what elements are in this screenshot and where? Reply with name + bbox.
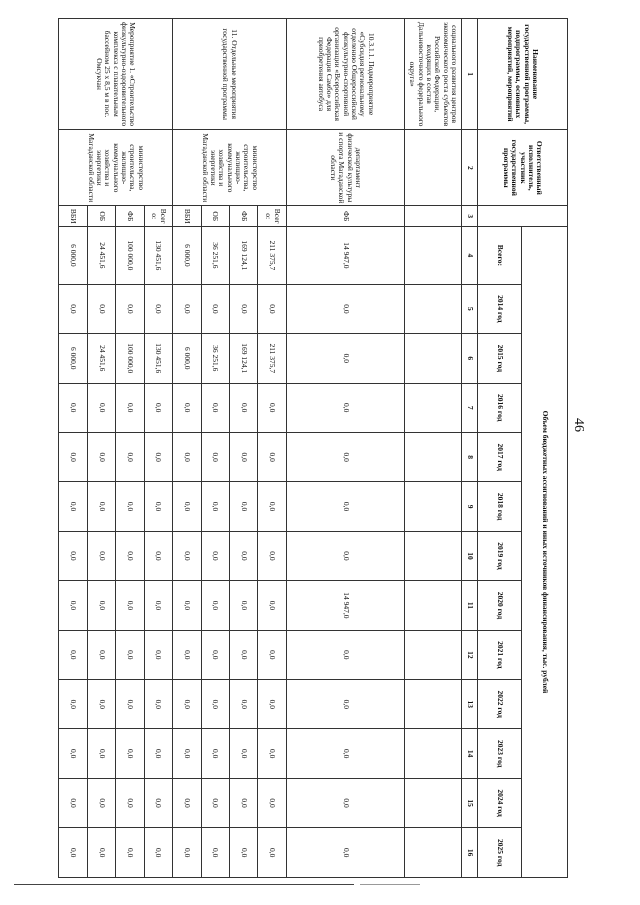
- value-cell: 0,0: [258, 482, 286, 531]
- row-source: ВБИ: [59, 206, 88, 227]
- value-cell: 24 451,6: [87, 227, 115, 285]
- header-source: [478, 206, 568, 227]
- value-cell: 0,0: [59, 778, 88, 827]
- value-cell: 0,0: [286, 680, 404, 729]
- value-cell: 0,0: [230, 482, 258, 531]
- value-cell: 0,0: [201, 581, 229, 630]
- value-cell: 0,0: [59, 828, 88, 878]
- value-cell: 0,0: [116, 778, 144, 827]
- value-cell: 130 451,6: [144, 227, 172, 285]
- value-cell: 0,0: [116, 284, 144, 333]
- value-cell: 0,0: [286, 828, 404, 878]
- value-cell: 0,0: [144, 383, 172, 432]
- value-cell: 0,0: [87, 581, 115, 630]
- value-cell: 0,0: [144, 630, 172, 679]
- table-row: [405, 19, 462, 878]
- value-cell: 24 451,6: [87, 334, 115, 383]
- value-cell: 6 000,0: [173, 227, 201, 285]
- value-cell: 0,0: [230, 778, 258, 827]
- header-year: 2021 год: [478, 630, 522, 679]
- header-year: 2024 год: [478, 778, 522, 827]
- value-cell: 0,0: [59, 482, 88, 531]
- funding-table: [58, 18, 568, 878]
- header-year: 2017 год: [478, 432, 522, 481]
- index-cell: 9: [462, 482, 478, 531]
- index-cell: 16: [462, 828, 478, 878]
- value-cell: 0,0: [173, 383, 201, 432]
- header-funding-title: Объем бюджетных ассигнований и иных источников финансирования, тыс. рублей: [522, 227, 568, 878]
- index-cell: 4: [462, 227, 478, 285]
- value-cell: 0,0: [116, 828, 144, 878]
- value-cell: 0,0: [286, 729, 404, 778]
- index-cell: 6: [462, 334, 478, 383]
- value-cell: 0,0: [87, 284, 115, 333]
- value-cell: 0,0: [230, 432, 258, 481]
- value-cell: 36 251,6: [201, 334, 229, 383]
- value-cell: 6 000,0: [59, 227, 88, 285]
- value-cell: 0,0: [286, 334, 404, 383]
- header-year: 2016 год: [478, 383, 522, 432]
- value-cell: 0,0: [144, 432, 172, 481]
- value-cell: 0,0: [173, 680, 201, 729]
- value-cell: 0,0: [59, 729, 88, 778]
- value-cell: 0,0: [87, 630, 115, 679]
- value-cell: 0,0: [87, 432, 115, 481]
- value-cell: 0,0: [59, 531, 88, 580]
- row-source: ФБ: [286, 206, 404, 227]
- value-cell: 0,0: [258, 828, 286, 878]
- value-cell: 169 124,1: [230, 227, 258, 285]
- value-cell: 0,0: [201, 680, 229, 729]
- table-row: [286, 19, 404, 878]
- value-cell: 0,0: [116, 630, 144, 679]
- value-cell: 0,0: [87, 729, 115, 778]
- value-cell: 0,0: [87, 383, 115, 432]
- value-cell: 0,0: [230, 531, 258, 580]
- value-cell: [405, 581, 462, 630]
- value-cell: 0,0: [59, 680, 88, 729]
- index-cell: 14: [462, 729, 478, 778]
- value-cell: 0,0: [258, 630, 286, 679]
- row-executor: министерство строительства, жилищно-коммунального хозяйства и энергетики Магаданской области: [59, 130, 173, 206]
- value-cell: 0,0: [144, 778, 172, 827]
- value-cell: 0,0: [144, 729, 172, 778]
- value-cell: 0,0: [258, 531, 286, 580]
- index-cell: 15: [462, 778, 478, 827]
- index-cell: 5: [462, 284, 478, 333]
- row-source: Всего:: [258, 206, 286, 227]
- row-source: ВБИ: [173, 206, 201, 227]
- index-cell: 3: [462, 206, 478, 227]
- value-cell: 0,0: [144, 482, 172, 531]
- value-cell: 0,0: [286, 778, 404, 827]
- value-cell: 0,0: [201, 828, 229, 878]
- value-cell: 0,0: [201, 482, 229, 531]
- header-year: 2020 год: [478, 581, 522, 630]
- index-cell: 10: [462, 531, 478, 580]
- row-source: ФБ: [230, 206, 258, 227]
- value-cell: 0,0: [116, 383, 144, 432]
- header-year: 2023 год: [478, 729, 522, 778]
- value-cell: 130 451,6: [144, 334, 172, 383]
- value-cell: 0,0: [286, 531, 404, 580]
- value-cell: 0,0: [258, 383, 286, 432]
- value-cell: 0,0: [230, 680, 258, 729]
- row-source: ОБ: [87, 206, 115, 227]
- value-cell: 0,0: [116, 531, 144, 580]
- value-cell: [405, 630, 462, 679]
- value-cell: 0,0: [230, 828, 258, 878]
- value-cell: [405, 432, 462, 481]
- value-cell: 0,0: [116, 680, 144, 729]
- value-cell: 0,0: [173, 531, 201, 580]
- value-cell: [405, 531, 462, 580]
- header-year: 2025 год: [478, 828, 522, 878]
- row-name: 10.3.1.1. Подмероприятие «Субсидия региональному отделению Общероссийской физкультурно-спортивной организации «Всероссийская Федерация Самбо» для приобретения автобуса: [286, 19, 404, 130]
- value-cell: 0,0: [116, 432, 144, 481]
- value-cell: 0,0: [144, 828, 172, 878]
- value-cell: 0,0: [286, 383, 404, 432]
- header-executor: Ответственный исполнитель, участник государственной программы: [478, 130, 568, 206]
- value-cell: 0,0: [201, 729, 229, 778]
- value-cell: 0,0: [116, 581, 144, 630]
- value-cell: 0,0: [258, 680, 286, 729]
- scan-edge-line: [14, 884, 354, 885]
- value-cell: 0,0: [87, 778, 115, 827]
- value-cell: [405, 227, 462, 285]
- row-source: [405, 206, 462, 227]
- header-year: 2015 год: [478, 334, 522, 383]
- value-cell: 0,0: [173, 581, 201, 630]
- value-cell: 0,0: [230, 383, 258, 432]
- value-cell: 169 124,1: [230, 334, 258, 383]
- page-number: 46: [571, 418, 586, 432]
- table-row: [258, 19, 286, 878]
- row-name: 11. Отдельные мероприятия государственной программы: [173, 19, 287, 130]
- value-cell: 100 000,0: [116, 334, 144, 383]
- value-cell: 0,0: [59, 383, 88, 432]
- value-cell: 0,0: [173, 729, 201, 778]
- index-cell: 13: [462, 680, 478, 729]
- value-cell: 0,0: [173, 630, 201, 679]
- row-name: Мероприятие 1. «Строительство физкультурно-оздоровительного комплекса с плавательным бассейном 25 x 8,5 м в пос. Омсукчан: [59, 19, 173, 130]
- value-cell: 0,0: [144, 680, 172, 729]
- value-cell: 0,0: [201, 383, 229, 432]
- index-cell: 12: [462, 630, 478, 679]
- header-total: Всего:: [478, 227, 522, 285]
- value-cell: 0,0: [173, 432, 201, 481]
- value-cell: 0,0: [258, 581, 286, 630]
- value-cell: 0,0: [258, 432, 286, 481]
- header-year: 2022 год: [478, 680, 522, 729]
- value-cell: 0,0: [286, 432, 404, 481]
- value-cell: 0,0: [173, 482, 201, 531]
- row-source: ФБ: [116, 206, 144, 227]
- value-cell: 0,0: [201, 778, 229, 827]
- value-cell: 0,0: [258, 729, 286, 778]
- row-source: Всего:: [144, 206, 172, 227]
- value-cell: 0,0: [59, 581, 88, 630]
- value-cell: 0,0: [201, 531, 229, 580]
- value-cell: 36 251,6: [201, 227, 229, 285]
- value-cell: 14 947,0: [286, 227, 404, 285]
- row-source: ОБ: [201, 206, 229, 227]
- value-cell: [405, 828, 462, 878]
- value-cell: 0,0: [116, 482, 144, 531]
- index-cell: 11: [462, 581, 478, 630]
- rotated-table-layer: [58, 18, 568, 878]
- value-cell: 0,0: [201, 432, 229, 481]
- value-cell: 0,0: [201, 284, 229, 333]
- header-name: Наименование государственной программы, подпрограммы, основных мероприятий, мероприятий: [478, 19, 568, 130]
- value-cell: 0,0: [230, 729, 258, 778]
- value-cell: 0,0: [286, 284, 404, 333]
- value-cell: 211 375,7: [258, 334, 286, 383]
- value-cell: 0,0: [87, 531, 115, 580]
- value-cell: [405, 284, 462, 333]
- table-row: [144, 19, 172, 878]
- value-cell: 0,0: [286, 630, 404, 679]
- value-cell: 0,0: [258, 778, 286, 827]
- value-cell: 0,0: [201, 630, 229, 679]
- header-year: 2019 год: [478, 531, 522, 580]
- value-cell: 6 000,0: [59, 334, 88, 383]
- value-cell: 0,0: [144, 531, 172, 580]
- value-cell: 211 375,7: [258, 227, 286, 285]
- index-cell: 7: [462, 383, 478, 432]
- index-cell: 1: [462, 19, 478, 130]
- value-cell: [405, 680, 462, 729]
- value-cell: 0,0: [59, 630, 88, 679]
- index-cell: 8: [462, 432, 478, 481]
- scan-edge-line: [360, 884, 420, 885]
- value-cell: [405, 334, 462, 383]
- value-cell: 0,0: [144, 581, 172, 630]
- value-cell: 0,0: [230, 630, 258, 679]
- value-cell: 14 947,0: [286, 581, 404, 630]
- value-cell: 0,0: [173, 828, 201, 878]
- value-cell: 0,0: [59, 284, 88, 333]
- value-cell: 0,0: [230, 284, 258, 333]
- index-cell: 2: [462, 130, 478, 206]
- value-cell: 6 000,0: [173, 334, 201, 383]
- value-cell: [405, 729, 462, 778]
- value-cell: 0,0: [116, 729, 144, 778]
- value-cell: 0,0: [144, 284, 172, 333]
- value-cell: 0,0: [87, 828, 115, 878]
- table-container: [58, 18, 568, 878]
- value-cell: 0,0: [173, 284, 201, 333]
- header-year: 2014 год: [478, 284, 522, 333]
- row-name: социального развития центров экономического роста субъектов Российской Федерации, входящих в состав Дальневосточного федерального округа»: [405, 19, 462, 130]
- value-cell: 100 000,0: [116, 227, 144, 285]
- header-year: 2018 год: [478, 482, 522, 531]
- value-cell: 0,0: [230, 581, 258, 630]
- value-cell: 0,0: [87, 482, 115, 531]
- row-executor: [405, 130, 462, 206]
- value-cell: 0,0: [87, 680, 115, 729]
- value-cell: [405, 778, 462, 827]
- value-cell: 0,0: [258, 284, 286, 333]
- value-cell: 0,0: [286, 482, 404, 531]
- value-cell: [405, 482, 462, 531]
- row-executor: департамент физической культуры и спорта Магаданской области: [286, 130, 404, 206]
- value-cell: 0,0: [59, 432, 88, 481]
- value-cell: 0,0: [173, 778, 201, 827]
- value-cell: [405, 383, 462, 432]
- row-executor: министерство строительства, жилищно-коммунального хозяйства и энергетики Магаданской области: [173, 130, 287, 206]
